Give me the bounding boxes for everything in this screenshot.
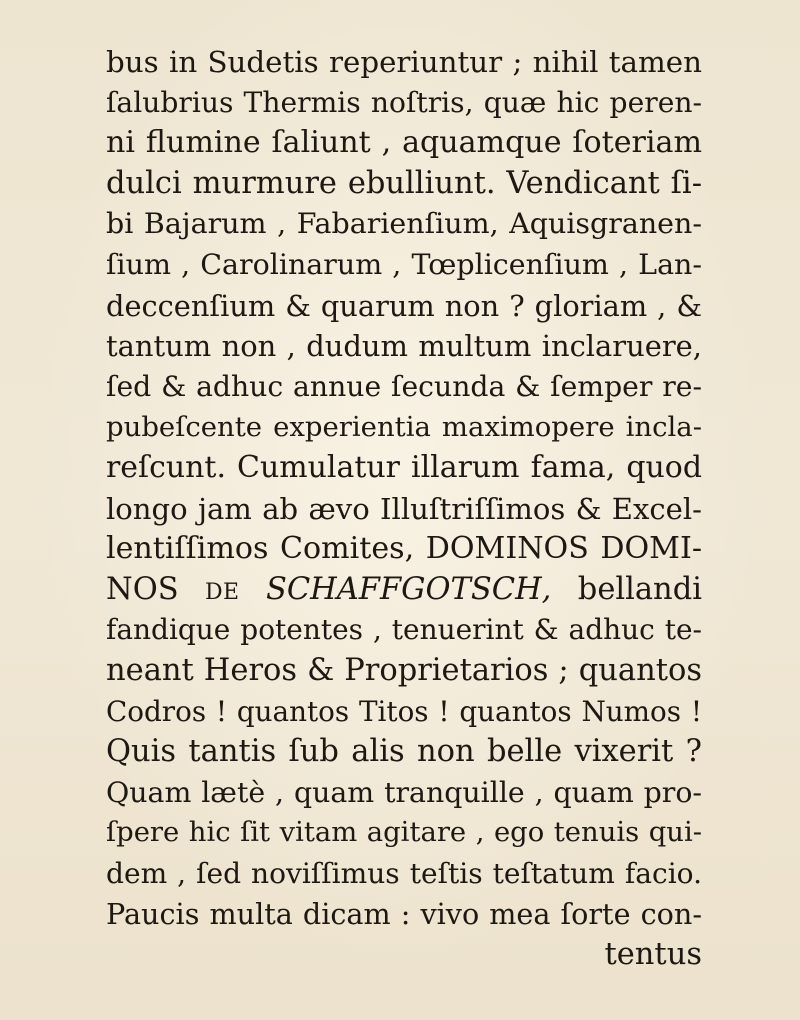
text-line: deccenſium & quarum non ? gloriam , & [106,288,702,323]
text-segment: bellandi [551,571,702,607]
italic-name-segment: SCHAFFGOTSCH, [265,571,552,607]
text-line: bus in Sudetis reperiuntur ; nihil tamen [106,45,702,79]
text-line: reſcunt. Cumulatur illarum fama, quod [106,449,702,485]
text-line: Paucis multa dicam : vivo mea ſorte con- [106,897,702,932]
text-line: tantum non , dudum multum inclaruere, [106,329,702,364]
text-line: ſpere hic ſit vitam agitare , ego tenuis qui- [106,817,702,849]
text-line: Codros ! quantos Titos ! quantos Numos ! [106,694,702,728]
text-line: ni flumine ſaliunt , aquamque ſoteriam [106,125,702,161]
text-line: lentiſſimos Comites, DOMINOS DOMI- [106,531,702,567]
text-segment [240,572,266,607]
text-line: neant Heros & Proprietarios ; quantos [106,652,702,688]
text-line: bi Bajarum , Fabarienſium, Aquisgranen- [106,207,702,241]
text-segment: NOS [106,571,206,607]
text-line-mixed [106,570,702,611]
text-line: Quis tantis ſub alis non belle vixerit ? [106,734,702,770]
text-line: longo jam ab ævo Illuſtriſſimos & Excel- [106,491,702,526]
text-line: pubeſcente experientia maximopere incla- [106,411,702,444]
body-text [106,42,702,976]
text-line: ſalubrius Thermis noſtris, quæ hic peren- [106,85,702,119]
text-line: dulci murmure ebulliunt. Vendicant ſi- [106,165,702,201]
smallcaps-segment: DE [205,579,240,605]
catchword: tentus [604,937,702,973]
text-line: Quam lætè , quam tranquille , quam pro- [106,775,702,809]
text-line: ſium , Carolinarum , Tœplicenſium , Lan- [106,247,702,281]
text-line: ſed & adhuc annue ſecunda & ſemper re- [106,369,702,403]
text-line: fandique potentes , tenuerint & adhuc te- [106,613,702,647]
text-line: dem , ſed noviſſimus teſtis teſtatum facio. [106,856,702,890]
